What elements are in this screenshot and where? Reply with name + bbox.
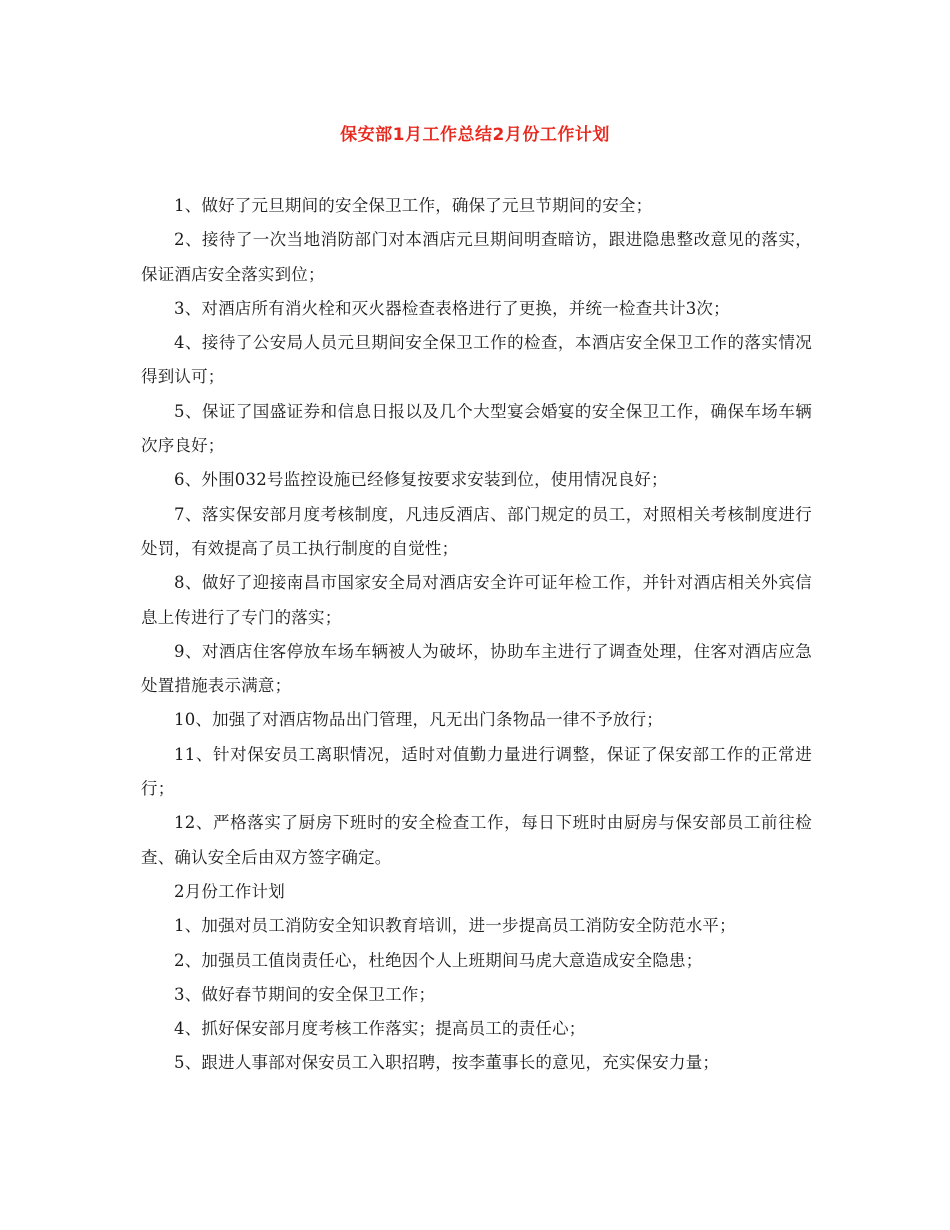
plan-item-2: 2、加强员工值岗责任心，杜绝因个人上班期间马虎大意造成安全隐患； — [174, 950, 703, 970]
summary-item-7: 7、落实保安部月度考核制度，凡违反酒店、部门规定的员工，对照相关考核制度进行处罚，有效提高了员工执行制度的自觉性； — [141, 504, 812, 558]
plan-item-3: 3、做好春节期间的安全保卫工作； — [174, 984, 436, 1004]
document-title: 保安部1月工作总结2月份工作计划 — [340, 125, 610, 145]
document-body — [141, 189, 812, 1081]
summary-item-12: 12、严格落实了厨房下班时的安全检查工作，每日下班时由厨房与保安部员工前往检查、确认安全后由双方签字确定。 — [141, 813, 812, 867]
plan-item-1: 1、加强对员工消防安全知识教育培训，进一步提高员工消防安全防范水平； — [174, 916, 736, 936]
summary-item-6: 6、外围032号监控设施已经修复按要求安装到位，使用情况良好； — [174, 470, 668, 490]
summary-item-11: 11、针对保安员工离职情况，适时对值勤力量进行调整，保证了保安部工作的正常进行； — [141, 744, 812, 799]
summary-item-9: 9、对酒店住客停放车场车辆被人为破坏，协助车主进行了调查处理，住客对酒店应急处置措施表示满意； — [141, 641, 812, 696]
summary-item-10: 10、加强了对酒店物品出门管理，凡无出门条物品一律不予放行； — [174, 710, 663, 730]
plan-item-5: 5、跟进人事部对保安员工入职招聘，按李董事长的意见，充实保安力量； — [174, 1053, 720, 1073]
summary-item-1: 1、做好了元旦期间的安全保卫工作，确保了元旦节期间的安全； — [174, 196, 653, 215]
plan-item-4: 4、抓好保安部月度考核工作落实；提高员工的责任心； — [174, 1019, 586, 1039]
summary-item-3: 3、对酒店所有消火栓和灭火器检查表格进行了更换，并统一检查共计3次； — [174, 298, 730, 318]
summary-item-8: 8、做好了迎接南昌市国家安全局对酒店安全许可证年检工作，并针对酒店相关外宾信息上传进行了专门的落实； — [141, 573, 812, 627]
summary-item-5: 5、保证了国盛证券和信息日报以及几个大型宴会婚宴的安全保卫工作，确保车场车辆次序良好； — [141, 401, 812, 456]
summary-item-2: 2、接待了一次当地消防部门对本酒店元旦期间明查暗访，跟进隐患整改意见的落实，保证酒店安全落实到位； — [141, 230, 812, 284]
summary-item-4: 4、接待了公安局人员元旦期间安全保卫工作的检查，本酒店安全保卫工作的落实情况得到认可； — [141, 333, 812, 387]
plan-heading: 2月份工作计划 — [174, 881, 285, 901]
